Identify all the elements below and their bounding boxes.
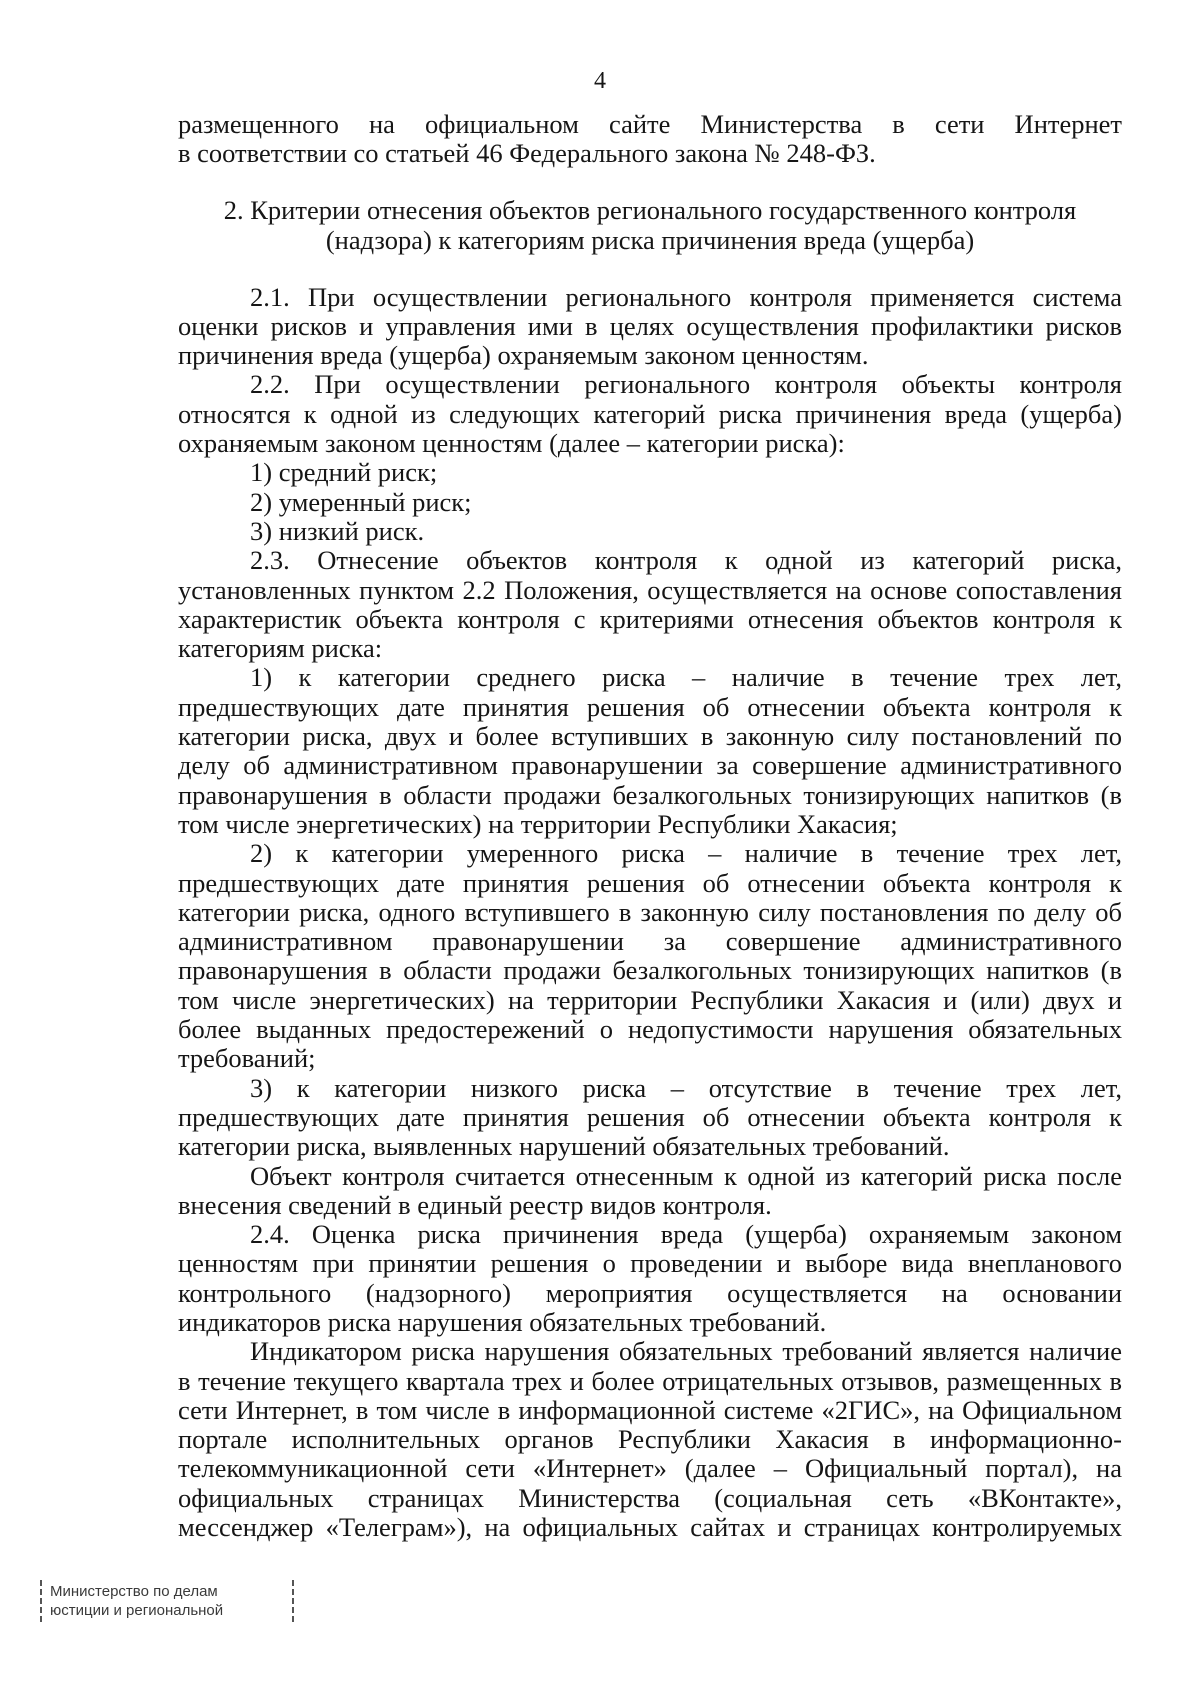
section-2-heading bbox=[178, 195, 1122, 255]
intro-line-2: в соответствии со статьей 46 Федерального закона № 248-ФЗ. bbox=[178, 138, 876, 169]
section-2-heading-line-2: (надзора) к категориям риска причинения вреда (ущерба) bbox=[325, 224, 975, 255]
intro-line-1: размещенного на официальном сайте Министерства в сети Интернет bbox=[178, 109, 1122, 139]
risk-list-item: 2) умеренный риск; bbox=[250, 486, 472, 517]
criterion-medium-risk: 1) к категории среднего риска – наличие в течение трех лет, предшествующих дате принятия решения об отнесении объекта контроля к категории риска, двух и более вступивших в законную силу постановлений по делу об административном правонарушении за совершение административного правонарушения в области продажи безалкогольных тонизирующих напитков (в том числе энергетических) на территории Республики Хакасия; bbox=[178, 662, 1122, 839]
criterion-moderate-risk: 2) к категории умеренного риска – наличие в течение трех лет, предшествующих дате принятия решения об отнесении объекта контроля к категории риска, одного вступившего в законную силу постановления по делу об административном правонарушении за совершение административного правонарушения в области продажи безалкогольных тонизирующих напитков (в том числе энергетических) на территории Республики Хакасия и (или) двух и более выданных предостережений о недопустимости нарушения обязательных требований; bbox=[178, 838, 1122, 1074]
stamp-line-1: Министерство по делам bbox=[50, 1583, 218, 1600]
paragraph-2-2: 2.2. При осуществлении регионального контроля объекты контроля относятся к одной из следующих категорий риска причинения вреда (ущерба) охраняемым законом ценностям (далее – категории риска): bbox=[178, 369, 1122, 459]
paragraph-object-assignment: Объект контроля считается отнесенным к одной из категорий риска после внесения сведений в единый реестр видов контроля. bbox=[178, 1160, 1122, 1220]
paragraph-2-3: 2.3. Отнесение объектов контроля к одной из категорий риска, установленных пунктом 2.2 Положения, осуществляется на основе сопоставления характеристик объекта контроля с критериями отнесения объектов контроля к категориям риска: bbox=[178, 545, 1122, 664]
document-body bbox=[178, 110, 1122, 1542]
paragraph-risk-indicator: Индикатором риска нарушения обязательных требований является наличие в течение текущего квартала трех и более отрицательных отзывов, размещенных в сети Интернет, в том числе в информационной системе «2ГИС», на Официальном портале исполнительных органов Республики Хакасия в информационно-телекоммуникационной сети «Интернет» (далее – Официальный портал), на официальных страницах Министерства (социальная сеть «ВКонтакте», мессенджер «Телеграм»), на официальных сайтах и страницах контролируемых bbox=[178, 1336, 1122, 1543]
registration-stamp bbox=[40, 1580, 294, 1622]
paragraph-2-4: 2.4. Оценка риска причинения вреда (ущерба) охраняемым законом ценностям при принятии решения о проведении и выборе вида внепланового контрольного (надзорного) мероприятия осуществляется на основании индикаторов риска нарушения обязательных требований. bbox=[178, 1219, 1122, 1337]
paragraph-2-1: 2.1. При осуществлении регионального контроля применяется система оценки рисков и управления ими в целях осуществления профилактики рисков причинения вреда (ущерба) охраняемым законом ценностям. bbox=[178, 281, 1122, 371]
stamp-line-2: юстиции и региональной bbox=[50, 1602, 224, 1619]
section-2-heading-line-1: 2. Критерии отнесения объектов регионального государственного контроля bbox=[223, 194, 1077, 225]
page-number: 4 bbox=[594, 68, 606, 94]
risk-list-item: 1) средний риск; bbox=[250, 457, 438, 488]
risk-list-item: 3) низкий риск. bbox=[250, 515, 425, 546]
criterion-low-risk: 3) к категории низкого риска – отсутствие в течение трех лет, предшествующих дате принятия решения об отнесении объекта контроля к категории риска, выявленных нарушений обязательных требований. bbox=[178, 1072, 1122, 1162]
